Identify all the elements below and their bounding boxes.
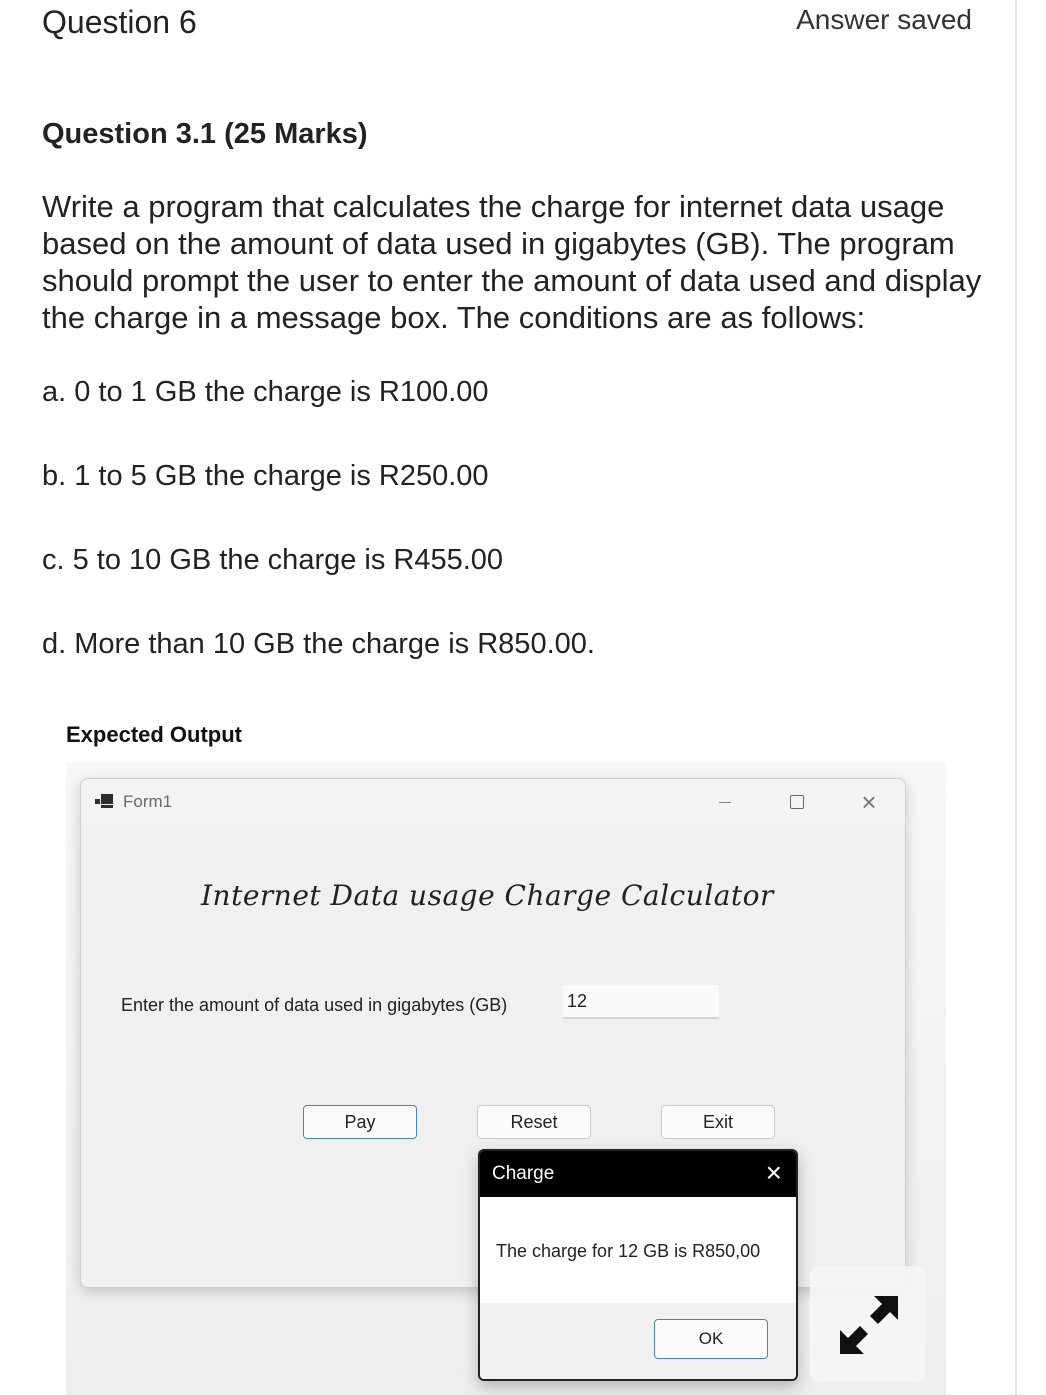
form-app-icon xyxy=(95,794,113,808)
condition-b: b. 1 to 5 GB the charge is R250.00 xyxy=(42,460,489,492)
condition-d: d. More than 10 GB the charge is R850.00. xyxy=(42,628,595,660)
message-box-footer xyxy=(480,1303,796,1381)
exit-button[interactable]: Exit xyxy=(661,1105,775,1139)
expand-icon xyxy=(834,1290,904,1360)
close-icon[interactable]: × xyxy=(861,787,877,817)
message-box-titlebar xyxy=(480,1151,796,1197)
page-edge-divider xyxy=(1015,0,1017,1395)
question-prompt: Write a program that calculates the charge for internet data usage based on the amount of data used in gigabytes (GB). The program should prompt the user to enter the amount of data used and display the charge in a message box. The conditions are as follows: xyxy=(42,189,982,335)
charge-message-box xyxy=(478,1149,798,1381)
form-title: Form1 xyxy=(123,792,173,811)
data-amount-label: Enter the amount of data used in gigabytes (GB) xyxy=(121,995,508,1015)
message-box-title: Charge xyxy=(492,1163,555,1184)
expected-output-label: Expected Output xyxy=(66,722,243,747)
calculator-heading: Internet Data usage Charge Calculator xyxy=(201,879,774,912)
condition-a: a. 0 to 1 GB the charge is R100.00 xyxy=(42,376,489,408)
ok-button[interactable]: OK xyxy=(654,1319,768,1359)
expand-image-button[interactable] xyxy=(810,1266,926,1382)
reset-button[interactable]: Reset xyxy=(477,1105,591,1139)
minimize-icon[interactable] xyxy=(705,787,745,817)
answer-status: Answer saved xyxy=(796,4,972,35)
question-subtitle: Question 3.1 (25 Marks) xyxy=(42,118,368,150)
pay-button[interactable]: Pay xyxy=(303,1105,417,1139)
data-amount-input[interactable] xyxy=(563,985,719,1019)
form-titlebar xyxy=(81,779,905,825)
message-close-icon[interactable]: × xyxy=(765,1157,782,1188)
message-box-text: The charge for 12 GB is R850,00 xyxy=(496,1241,761,1261)
condition-c: c. 5 to 10 GB the charge is R455.00 xyxy=(42,544,504,576)
question-number: Question 6 xyxy=(42,4,197,40)
maximize-icon[interactable] xyxy=(777,787,817,817)
